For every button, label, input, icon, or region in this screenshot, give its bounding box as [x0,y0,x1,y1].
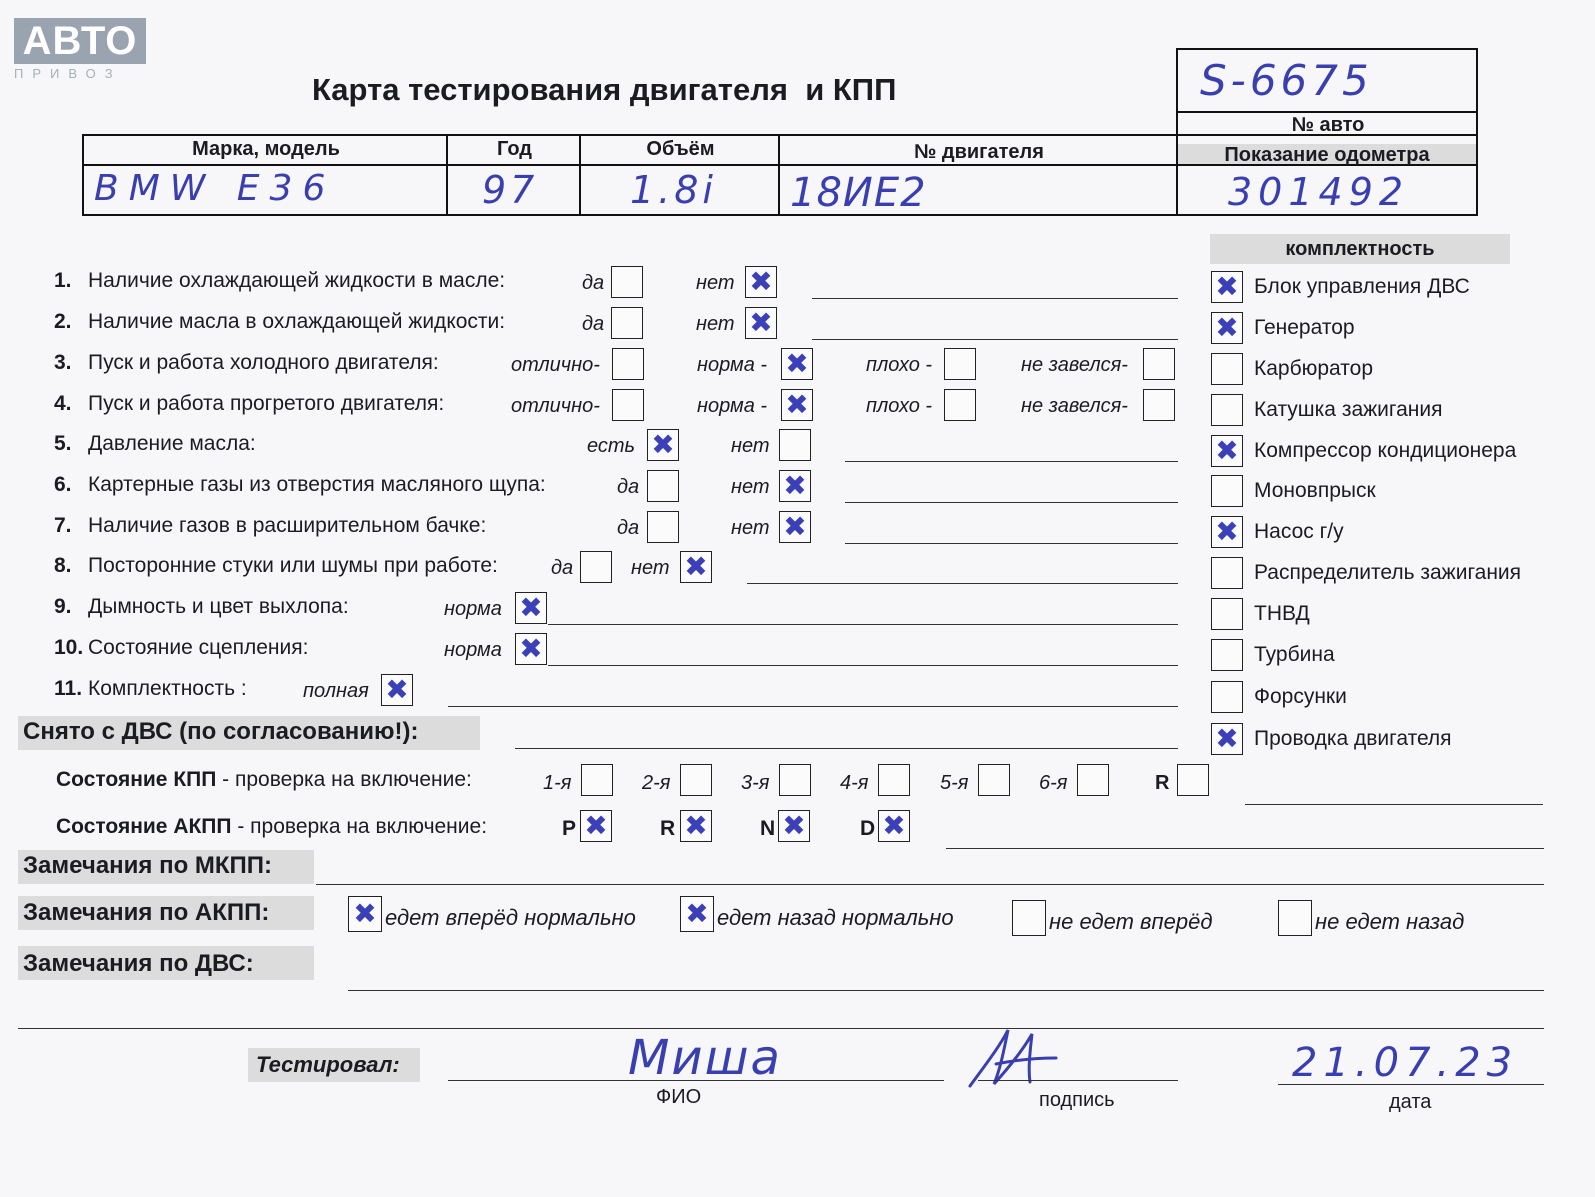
option-checkbox[interactable] [745,266,777,298]
komplekt-checkbox[interactable] [1211,598,1243,630]
question-text: Наличие масла в охлаждающей жидкости: [88,310,506,333]
akpp-mode-checkbox[interactable] [878,810,910,842]
option-label: норма - [697,395,768,417]
kpp-label-rest: - проверка на включение: [216,768,472,791]
akpp-remark-checkbox[interactable] [348,896,382,932]
option-checkbox[interactable] [944,389,976,421]
komplekt-item-label: Распределитель зажигания [1254,561,1522,584]
komplekt-checkbox[interactable] [1211,271,1243,303]
kpp-gear-label: 4-я [840,772,869,794]
question-number: 9. [54,595,72,618]
komplekt-item-label: Турбина [1254,643,1335,666]
question-text: Комплектность : [88,677,247,700]
option-checkbox[interactable] [612,389,644,421]
option-label: да [617,476,640,498]
option-label: норма - [697,354,768,376]
kpp-gear-checkbox[interactable] [779,764,811,796]
removed-line [515,748,1178,749]
akpp-remark-checkbox[interactable] [1278,900,1312,936]
option-checkbox[interactable] [944,348,976,380]
brand-label: Марка, модель [192,138,340,160]
akpp-remark-label: не едет вперёд [1049,909,1213,934]
kpp-gear-checkbox[interactable] [1077,764,1109,796]
logo-sub: ПРИВОЗ [14,66,122,81]
option-checkbox[interactable] [779,511,811,543]
komplekt-item-label: Моновпрыск [1254,479,1376,502]
year-label: Год [497,138,532,160]
question-text: Давление масла: [88,432,256,455]
year-value: 97 [482,168,539,212]
option-label: нет [631,557,670,579]
option-label: не завелся- [1021,354,1128,376]
option-label: норма [444,639,502,661]
option-checkbox[interactable] [1143,348,1175,380]
question-text: Наличие охлаждающей жидкости в масле: [88,269,506,292]
komplekt-item-label: ТНВД [1254,602,1310,625]
akpp-mode-label: D [860,817,876,840]
kpp-gear-checkbox[interactable] [1177,764,1209,796]
header-table [82,134,1478,216]
komplekt-item-label: Компрессор кондиционера [1254,439,1517,462]
akpp-mode-label: N [760,817,776,840]
akpp-label-rest: - проверка на включение: [231,815,488,838]
option-checkbox[interactable] [779,429,811,461]
akpp-mode-label: R [660,817,676,840]
option-label: нет [731,435,770,457]
option-checkbox[interactable] [647,429,679,461]
question-text: Посторонние стуки или шумы при работе: [88,554,498,577]
question-number: 3. [54,351,72,374]
date-value: 21.07.23 [1292,1040,1519,1086]
date-label: дата [1389,1091,1432,1113]
option-checkbox[interactable] [781,348,813,380]
question-number: 7. [54,514,72,537]
komplekt-title: комплектность [1210,234,1510,264]
engine-number-value: 18ИЕ2 [790,170,927,216]
kpp-gear-label: 2-я [642,772,671,794]
kpp-gear-checkbox[interactable] [680,764,712,796]
option-label: нет [696,313,735,335]
akpp-remark-checkbox[interactable] [1012,900,1046,936]
page-title: Карта тестирования двигателя и КПП [312,72,897,107]
option-checkbox[interactable] [647,470,679,502]
akpp-mode-checkbox[interactable] [778,810,810,842]
signature-label: подпись [1039,1089,1115,1111]
kpp-label [56,768,472,792]
komplekt-item-label: Катушка зажигания [1254,398,1443,421]
komplekt-checkbox[interactable] [1211,353,1243,385]
option-label: отлично- [511,395,600,417]
volume-label: Объём [646,138,715,160]
car-number-box [1176,48,1478,140]
answer-line [845,502,1178,503]
car-number-label: № авто [1291,114,1365,136]
question-number: 2. [54,310,72,333]
question-text: Состояние сцепления: [88,636,309,659]
tester-name-label: ФИО [656,1086,702,1108]
komplekt-item-label: Генератор [1254,316,1355,339]
volume-value: 1.8i [630,168,717,212]
remarks-akpp-label: Замечания по АКПП: [23,899,270,926]
akpp-label [56,815,487,839]
question-text: Дымность и цвет выхлопа: [88,595,349,618]
question-number: 6. [54,473,72,496]
option-label: есть [587,435,636,457]
kpp-gear-label: R [1155,772,1170,794]
akpp-label-bold: Состояние АКПП [56,815,232,838]
akpp-mode-checkbox[interactable] [680,810,712,842]
tester-name-value: Миша [628,1030,782,1086]
option-checkbox[interactable] [647,511,679,543]
komplekt-checkbox[interactable] [1211,475,1243,507]
question-number: 4. [54,392,72,415]
option-checkbox[interactable] [1143,389,1175,421]
komplekt-checkbox[interactable] [1211,435,1243,467]
option-checkbox[interactable] [779,470,811,502]
option-label: не завелся- [1021,395,1128,417]
komplekt-checkbox[interactable] [1211,312,1243,344]
remarks-mkpp-label: Замечания по МКПП: [23,852,273,879]
answer-line [812,298,1178,299]
option-checkbox[interactable] [680,551,712,583]
question-text: Картерные газы из отверстия масляного щупа: [88,473,546,496]
komplekt-checkbox[interactable] [1211,557,1243,589]
komplekt-item-label: Форсунки [1254,685,1347,708]
option-checkbox[interactable] [611,307,643,339]
akpp-remark-label: едет назад нормально [717,905,954,930]
engine-number-label: № двигателя [914,141,1044,163]
komplekt-checkbox[interactable] [1211,723,1243,755]
komplekt-checkbox[interactable] [1211,516,1243,548]
kpp-gear-checkbox[interactable] [581,764,613,796]
option-checkbox[interactable] [515,633,547,665]
option-checkbox[interactable] [781,389,813,421]
kpp-gear-checkbox[interactable] [878,764,910,796]
option-label: нет [731,517,770,539]
question-number: 1. [54,269,72,292]
komplekt-item-label: Карбюратор [1254,357,1374,380]
komplekt-item-label: Блок управления ДВС [1254,275,1470,298]
komplekt-checkbox[interactable] [1211,394,1243,426]
option-checkbox[interactable] [611,266,643,298]
option-checkbox[interactable] [612,348,644,380]
option-label: да [582,272,605,294]
question-number: 10. [54,636,84,659]
option-checkbox[interactable] [381,674,413,706]
akpp-remark-label: едет вперёд нормально [385,905,636,930]
komplekt-checkbox[interactable] [1211,681,1243,713]
odometer-label: Показание одометра [1224,144,1430,166]
option-label: норма [444,598,502,620]
kpp-gear-label: 5-я [940,772,969,794]
answer-line [548,665,1178,666]
komplekt-item-label: Проводка двигателя [1254,727,1452,750]
kpp-gear-label: 1-я [543,772,572,794]
question-number: 11. [54,677,83,700]
option-checkbox[interactable] [515,592,547,624]
kpp-gear-checkbox[interactable] [978,764,1010,796]
remarks-dvs-label: Замечания по ДВС: [23,950,254,977]
question-text: Пуск и работа холодного двигателя: [88,351,439,374]
tested-label: Тестировал: [256,1052,400,1077]
option-checkbox[interactable] [745,307,777,339]
akpp-remark-label: не едет назад [1315,909,1465,934]
akpp-remark-checkbox[interactable] [680,896,714,932]
brand-value: BMW E36 [94,168,336,209]
answer-line [747,583,1178,584]
option-label: плохо - [866,395,933,417]
question-number: 5. [54,432,72,455]
option-label: отлично- [511,354,600,376]
option-label: нет [731,476,770,498]
komplekt-checkbox[interactable] [1211,639,1243,671]
option-label: да [617,517,640,539]
akpp-mode-checkbox[interactable] [580,810,612,842]
question-text: Наличие газов в расширительном бачке: [88,514,487,537]
answer-line [845,461,1178,462]
option-label: да [582,313,605,335]
option-label: плохо - [866,354,933,376]
komplekt-item-label: Насос г/у [1254,520,1344,543]
odometer-value: 301492 [1228,170,1410,214]
kpp-label-bold: Состояние КПП [56,768,217,791]
kpp-gear-label: 3-я [741,772,770,794]
logo [14,18,146,81]
answer-line [448,706,1178,707]
question-number: 8. [54,554,72,577]
logo-main: АВТО [14,18,146,64]
option-label: нет [696,272,735,294]
question-text: Пуск и работа прогретого двигателя: [88,392,445,415]
removed-label: Снято с ДВС (по согласованию!): [23,718,419,745]
answer-line [548,624,1178,625]
answer-line [845,543,1178,544]
answer-line [812,339,1178,340]
kpp-gear-label: 6-я [1039,772,1068,794]
option-label: полная [303,680,369,702]
option-checkbox[interactable] [580,551,612,583]
car-number-value: S-6675 [1200,56,1373,105]
option-label: да [551,557,574,579]
akpp-mode-label: P [562,817,577,840]
